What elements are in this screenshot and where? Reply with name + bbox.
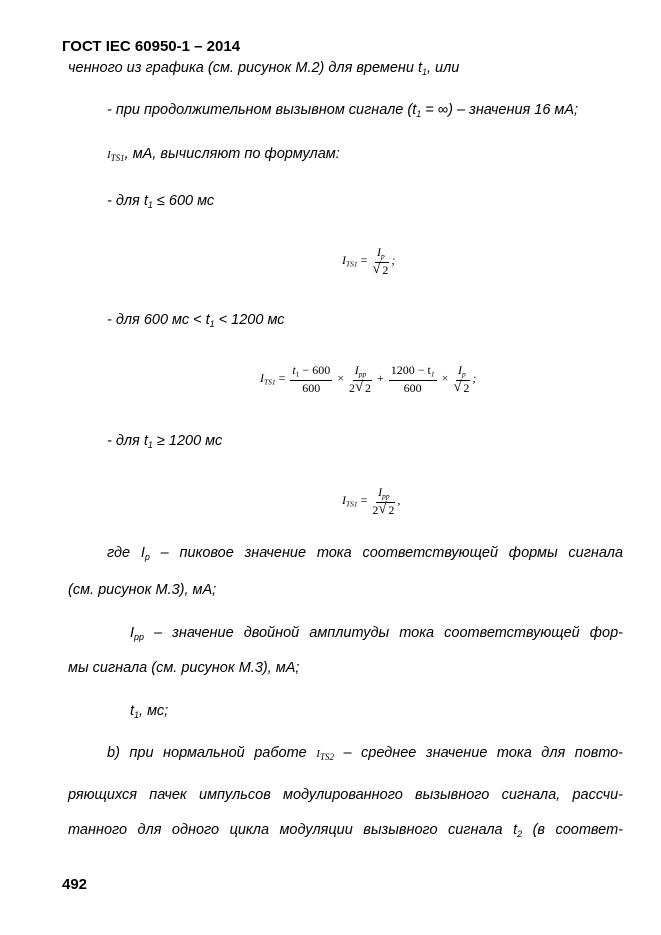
plus-sign: + bbox=[376, 371, 384, 386]
text-line-1 bbox=[68, 60, 459, 77]
fraction bbox=[372, 246, 389, 277]
subscript: TS1 bbox=[110, 153, 125, 164]
denominator: √ 2 bbox=[453, 381, 470, 395]
text-fragment: – среднее значение тока для повто- bbox=[333, 745, 624, 761]
subscript: 1 bbox=[147, 440, 153, 451]
denominator: 2√ 2 bbox=[349, 381, 372, 395]
denominator: 2√ 2 bbox=[372, 503, 395, 517]
text-fragment: b) при нормальной работе bbox=[107, 745, 307, 761]
text-fragment: где I bbox=[107, 545, 145, 561]
denominator: 600 bbox=[302, 380, 321, 395]
current-symbol: I bbox=[316, 748, 320, 760]
formula-1 bbox=[342, 246, 395, 277]
paragraph-line: мы сигнала (см. рисунок М.3), мА; bbox=[68, 660, 300, 676]
text-fragment: - для t bbox=[107, 433, 148, 449]
document-header: ГОСТ IEC 60950-1 – 2014 bbox=[62, 38, 241, 55]
text-line-3 bbox=[107, 146, 340, 163]
equals-sign: = bbox=[360, 253, 368, 268]
subscript: p bbox=[144, 552, 150, 563]
punctuation: ; bbox=[472, 371, 477, 386]
denominator: √ 2 bbox=[372, 263, 389, 277]
text-fragment: < 1200 мс bbox=[214, 312, 285, 328]
text-fragment: , мс; bbox=[139, 703, 169, 719]
subscript: 1 bbox=[416, 109, 422, 120]
times-sign: × bbox=[441, 371, 449, 386]
text-fragment: t bbox=[130, 703, 135, 719]
subscript: 1 bbox=[209, 319, 215, 330]
text-fragment: - при продолжительном вызывном сигнале (t bbox=[107, 102, 417, 118]
punctuation: ; bbox=[391, 253, 396, 268]
text-fragment: - для t bbox=[107, 193, 148, 209]
text-fragment: = ∞) – значения 16 мА; bbox=[421, 102, 579, 118]
subscript: 1 bbox=[422, 67, 427, 78]
denominator: 600 bbox=[403, 380, 422, 395]
paragraph-line: ряющихся пачек импульсов модулированного вызывного сигнала, рассчи- bbox=[68, 787, 623, 803]
condition-2 bbox=[107, 312, 284, 329]
text-fragment: , или bbox=[427, 60, 460, 76]
text-fragment: – пиковое значение тока соответствующей формы сигнала bbox=[149, 545, 624, 561]
text-fragment: танного для одного цикла модуляции вызывного сигнала t bbox=[68, 822, 518, 838]
text-fragment: ≤ 600 мс bbox=[152, 193, 215, 209]
formula-3 bbox=[342, 486, 400, 517]
subscript: pp bbox=[134, 632, 145, 643]
fraction bbox=[453, 364, 470, 395]
subscript: TS2 bbox=[319, 752, 334, 763]
numerator: $I_p$ bbox=[456, 364, 468, 381]
text-fragment: ченного из графика (см. рисунок М.2) для времени t bbox=[68, 60, 422, 76]
condition-3 bbox=[107, 433, 222, 450]
subscript: 1 bbox=[134, 710, 140, 721]
punctuation: , bbox=[397, 493, 401, 508]
page-number: 492 bbox=[62, 876, 88, 893]
paragraph-line bbox=[130, 625, 623, 642]
numerator: $I_{pp}$ bbox=[376, 486, 391, 503]
subscript: 1 bbox=[147, 200, 153, 211]
fraction bbox=[372, 486, 395, 517]
equals-sign: = bbox=[360, 493, 368, 508]
formula-lhs: $I_{TS1}$ bbox=[342, 253, 358, 269]
numerator: $I_{pp}$ bbox=[353, 364, 368, 381]
numerator: $I_p$ bbox=[375, 246, 387, 263]
paragraph-line bbox=[68, 822, 623, 839]
formula-2 bbox=[260, 364, 476, 395]
times-sign: × bbox=[337, 371, 344, 386]
formula-lhs: $I_{TS1}$ bbox=[260, 371, 276, 387]
text-line-2 bbox=[107, 102, 578, 119]
text-fragment: , мА, вычисляют по формулам: bbox=[124, 146, 340, 162]
fraction bbox=[290, 364, 332, 395]
text-fragment: ≥ 1200 мс bbox=[152, 433, 223, 449]
subscript: 2 bbox=[517, 829, 523, 840]
paragraph-line: (см. рисунок М.3), мА; bbox=[68, 582, 217, 598]
text-fragment: - для 600 мс < t bbox=[107, 312, 210, 328]
fraction bbox=[389, 364, 437, 395]
condition-1 bbox=[107, 193, 214, 210]
text-fragment: (в соответ- bbox=[522, 822, 623, 838]
paragraph-line bbox=[130, 703, 168, 720]
paragraph-line bbox=[107, 545, 623, 562]
paragraph-line bbox=[107, 745, 623, 762]
numerator: $t_1 - 600$ bbox=[290, 364, 332, 381]
formula-lhs: $I_{TS1}$ bbox=[342, 493, 358, 509]
equals-sign: = bbox=[278, 371, 286, 386]
fraction bbox=[349, 364, 372, 395]
current-symbol: I bbox=[107, 149, 111, 161]
text-fragment: – значение двойной амплитуды тока соответствующей фор- bbox=[144, 625, 623, 641]
numerator: $1200 - t_1$ bbox=[389, 364, 437, 381]
text-fragment: I bbox=[130, 625, 135, 641]
